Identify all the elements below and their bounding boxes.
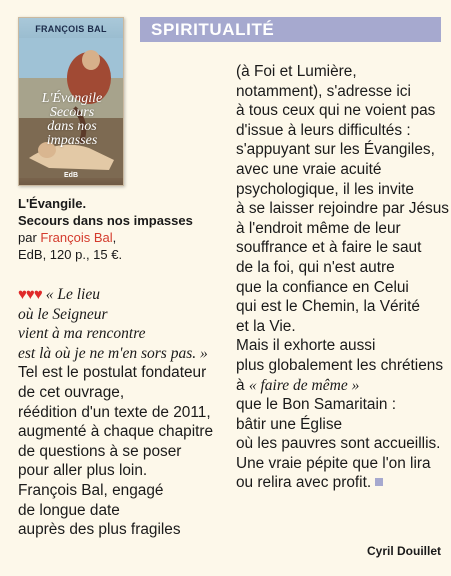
book-info <box>18 195 218 263</box>
text-line: de questions à se poser <box>18 442 182 460</box>
text-line: s'appuyant sur les Évangiles, <box>236 141 435 159</box>
book-author-line <box>18 229 218 246</box>
text-line: que la confiance en Celui <box>236 278 409 296</box>
quote-line: ♥♥♥ « Le lieu <box>18 286 100 303</box>
text-line: de longue date <box>18 501 120 519</box>
text-line: psychologique, il les invite <box>236 180 414 198</box>
text-line: notamment), s'adresse ici <box>236 82 411 100</box>
cover-title: L'Évangile Secours dans nos impasses <box>41 91 103 148</box>
quote-line: est là où je ne m'en sors pas. » <box>18 344 208 362</box>
end-of-article-square-icon <box>375 478 383 486</box>
text-line-last: ou relira avec profit. <box>236 473 446 493</box>
text-line: d'issue à leurs difficultés : <box>236 121 411 139</box>
text-line: de cet ouvrage, <box>18 383 125 401</box>
text-line: et la Vie. <box>236 317 296 335</box>
book-title-line-1: L'Évangile. <box>18 196 87 211</box>
text-line: où les pauvres sont accueillis. <box>236 435 441 453</box>
text-line: auprès des plus fragiles <box>18 521 181 539</box>
text-line: Une vraie pépite que l'on lira <box>236 454 431 472</box>
cover-publisher: EdB <box>64 172 78 179</box>
text-line: souffrance et à faire le saut <box>236 239 422 257</box>
book-cover-image <box>18 17 124 186</box>
author-suffix: , <box>112 230 117 245</box>
text-line: bâtir une Église <box>236 415 343 433</box>
reviewer-signature: Cyril Douillet <box>366 544 441 558</box>
text-line: à tous ceux qui ne voient pas <box>236 102 436 120</box>
section-title: SPIRITUALITÉ <box>151 20 275 39</box>
text-line: Tel est le postulat fondateur <box>18 364 207 382</box>
book-details: EdB, 120 p., 15 €. <box>18 247 123 262</box>
by-prefix: par <box>18 230 41 245</box>
text-line: (à Foi et Lumière, <box>236 63 357 80</box>
text-line: que le Bon Samaritain : <box>236 396 396 414</box>
book-author: François Bal <box>40 230 113 245</box>
left-column <box>18 285 223 540</box>
text-line: à se laisser rejoindre par Jésus <box>236 200 450 218</box>
text-line: François Bal, engagé <box>18 481 164 499</box>
quote-line: vient à ma rencontre <box>18 325 146 343</box>
quote-line: où le Seigneur <box>18 305 108 323</box>
text-line: à l'endroit même de leur <box>236 219 401 237</box>
text-line: de la foi, qui n'est autre <box>236 258 395 276</box>
text-line: avec une vraie acuité <box>236 160 382 178</box>
section-banner <box>140 17 441 42</box>
right-column <box>236 62 450 493</box>
heart-rating-icon: ♥♥♥ <box>18 286 42 303</box>
text-line: augmenté à chaque chapitre <box>18 423 214 441</box>
text-line: plus globalement les chrétiens <box>236 356 444 374</box>
cover-author: FRANÇOIS BAL <box>35 24 107 34</box>
book-title-line-2: Secours dans nos impasses <box>18 213 193 228</box>
text-line: qui est le Chemin, la Vérité <box>236 298 420 316</box>
text-line-italic-quote: à « faire de même » <box>236 376 360 394</box>
text-line: réédition d'un texte de 2011, <box>18 403 211 421</box>
text-line: pour aller plus loin. <box>18 462 148 480</box>
text-line: Mais il exhorte aussi <box>236 337 376 355</box>
